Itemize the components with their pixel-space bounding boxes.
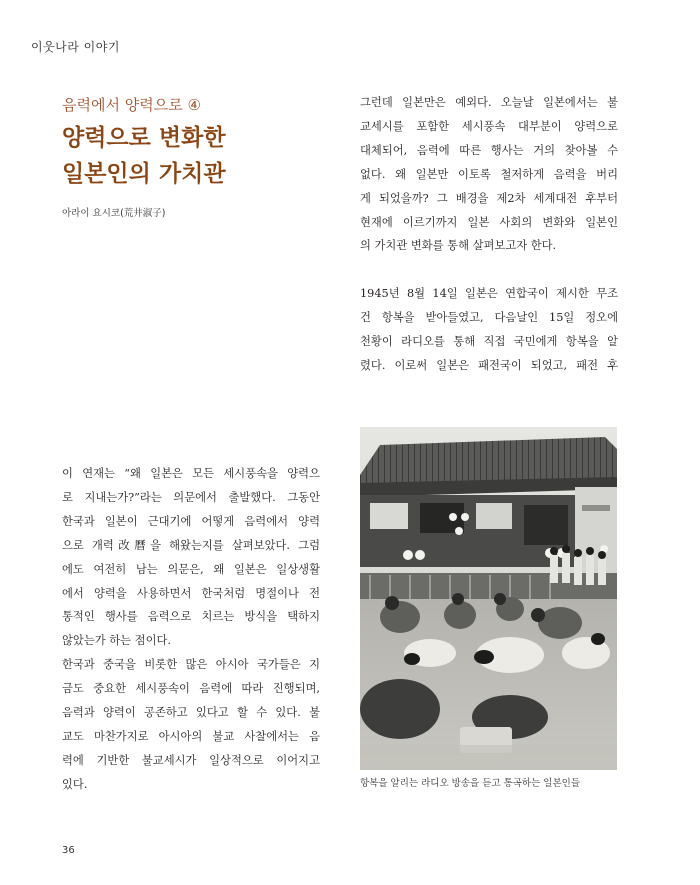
text-line: 있다. [62, 777, 88, 791]
text-line: 그런데 일본만은 예외다. 오늘날 일본에서는 불 [360, 96, 618, 109]
text-line: 건 항복을 받아들였고, 다음날인 15일 정오에 [360, 311, 618, 325]
text-line: 대체되어, 음력에 따른 행사는 거의 찾아볼 수 [360, 143, 618, 157]
text-line: 금도 중요한 세시풍속이 음력에 따라 진행되며, [62, 682, 320, 696]
text-line: 렸다. 이로써 일본은 패전국이 되었고, 패전 후 [360, 358, 618, 372]
text-line: 게 되었을까? 그 배경을 제2차 세계대전 후부터 [360, 191, 618, 205]
photo-caption: 항복을 알리는 라디오 방송을 듣고 통곡하는 일본인들 [360, 778, 581, 789]
article-title-line: 일본인의 가치관 [62, 161, 226, 187]
series-subtitle: 음력에서 양력으로 ④ [62, 96, 201, 114]
left-column-text [62, 462, 320, 797]
paragraph [62, 462, 320, 653]
text-line: 이 연재는 “왜 일본은 모든 세시풍속을 양력으 [62, 467, 320, 480]
text-line: 음력과 양력이 공존하고 있다고 할 수 있다. 불 [62, 706, 320, 720]
text-line: 천황이 라디오를 통해 직접 국민에게 항복을 알 [360, 335, 618, 349]
text-line: 에도 여전히 남는 의문은, 왜 일본은 일상생활 [62, 562, 320, 576]
text-line: 한국과 중국을 비롯한 많은 아시아 국가들은 지 [62, 658, 320, 672]
article-title [62, 120, 302, 192]
text-line: 에서 양력을 사용하면서 한국처럼 명절이나 전 [62, 586, 320, 600]
text-line: 통적인 행사를 음력으로 치르는 방식을 택하지 [62, 610, 320, 624]
text-line: 로 지내는가?”라는 의문에서 출발했다. 그동안 [62, 490, 320, 504]
paragraph [62, 653, 320, 796]
text-line: 없다. 왜 일본만 이토록 철저하게 음력을 버리 [360, 167, 618, 181]
page-number: 36 [62, 845, 75, 856]
photo [360, 427, 617, 770]
text-line: 한국과 일본이 근대기에 어떻게 음력에서 양력 [62, 514, 320, 528]
historical-photo-illustration [360, 427, 617, 770]
author-byline: 아라이 요시코(荒井淑子) [62, 208, 166, 219]
text-line: 력에 기반한 불교세시가 일상적으로 이어지고 [62, 753, 320, 767]
text-line: 1945년 8월 14일 일본은 연합국이 제시한 무조 [360, 287, 618, 301]
paragraph [360, 91, 618, 258]
article-title-line: 양력으로 변화한 [62, 125, 226, 151]
text-line: 교도 마찬가지로 아시아의 불교 사찰에서는 음 [62, 729, 320, 743]
text-line: 않았는가 하는 점이다. [62, 634, 171, 648]
section-label: 이웃나라 이야기 [31, 40, 120, 54]
right-column-text [360, 91, 618, 378]
text-line: 현재에 이르기까지 일본 사회의 변화와 일본인 [360, 215, 618, 229]
text-line: 의 가치관 변화를 통해 살펴보고자 한다. [360, 239, 557, 253]
paragraph [360, 282, 618, 378]
text-line: 교세시를 포함한 세시풍속 대부분이 양력으로 [360, 119, 618, 133]
text-line: 으로 개력改曆을 해왔는지를 살펴보았다. 그럼 [62, 538, 320, 552]
